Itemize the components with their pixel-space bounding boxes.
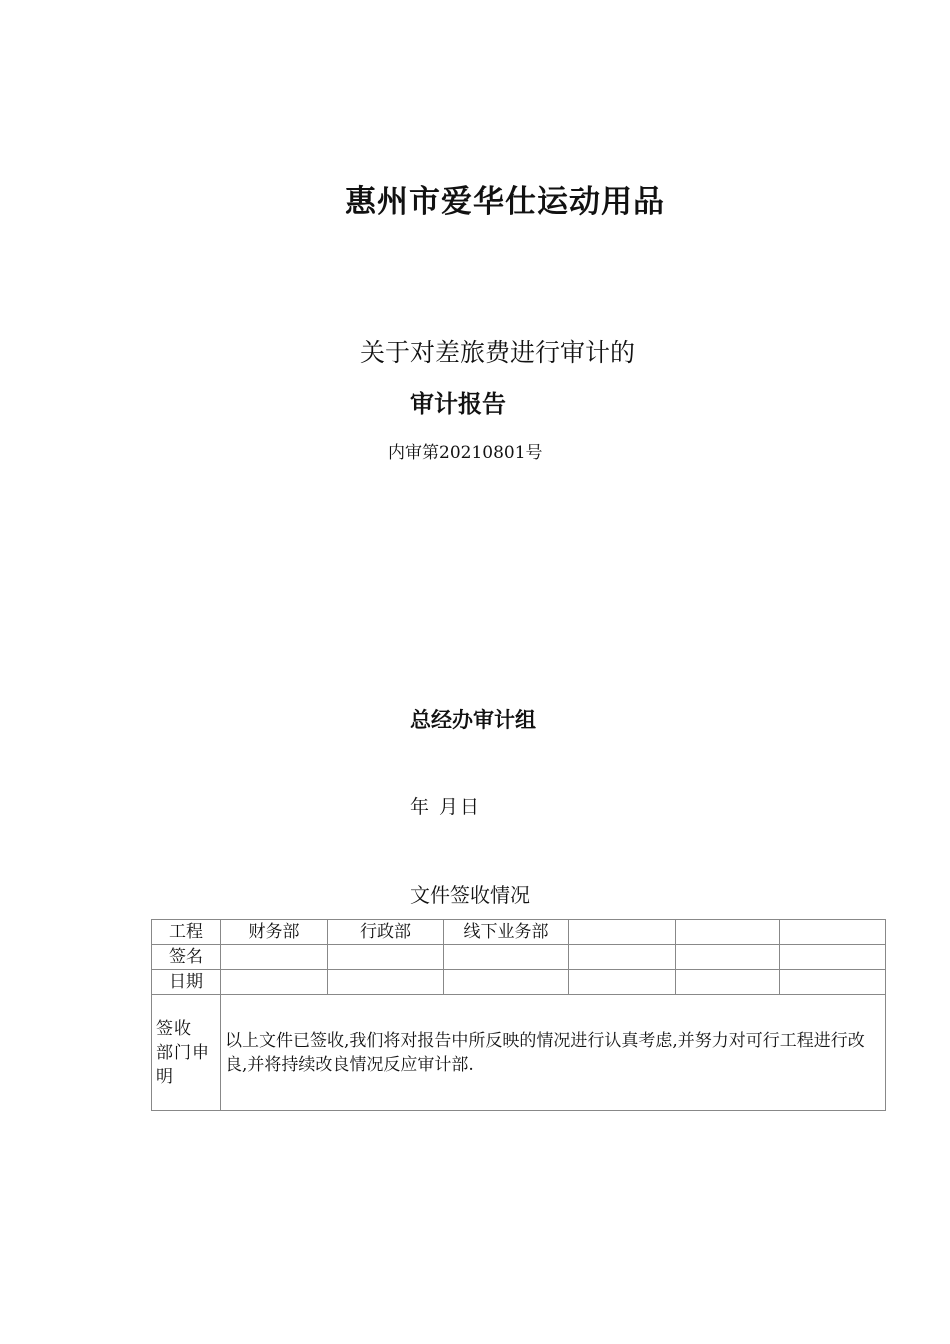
row-label-signature: 签名 [152, 945, 221, 970]
date-cell [328, 970, 444, 995]
document-number: 内审第20210801号 [388, 443, 543, 463]
statement-text: 以上文件已签收,我们将对报告中所反映的情况进行认真考虑,并努力对可行工程进行改良,并将持续改良情况反应审计部. [221, 995, 886, 1111]
table-row [152, 945, 886, 970]
row-label-date: 日期 [152, 970, 221, 995]
row-label-statement: 签收 部门申 明 [152, 995, 221, 1111]
signature-cell [569, 945, 676, 970]
date-cell [569, 970, 676, 995]
signature-cell [444, 945, 569, 970]
signature-cell [676, 945, 780, 970]
issuer: 总经办审计组 [410, 708, 536, 732]
report-title: 审计报告 [410, 390, 506, 418]
receipt-heading: 文件签收情况 [410, 883, 530, 907]
row-label-project: 工程 [152, 920, 221, 945]
dept-empty-3 [780, 920, 886, 945]
report-subject: 关于对差旅费进行审计的 [360, 338, 636, 367]
date-cell [780, 970, 886, 995]
dept-empty-1 [569, 920, 676, 945]
date-cell [676, 970, 780, 995]
company-title: 惠州市爱华仕运动用品 [345, 184, 665, 220]
signature-cell [221, 945, 328, 970]
table-row [152, 970, 886, 995]
signature-cell [780, 945, 886, 970]
signature-cell [328, 945, 444, 970]
table-row [152, 995, 886, 1111]
date-cell [221, 970, 328, 995]
dept-offline-business: 线下业务部 [444, 920, 569, 945]
date-line: 年 月日 [410, 796, 482, 818]
dept-admin: 行政部 [328, 920, 444, 945]
date-cell [444, 970, 569, 995]
table-row [152, 920, 886, 945]
dept-empty-2 [676, 920, 780, 945]
dept-finance: 财务部 [221, 920, 328, 945]
receipt-table [151, 919, 886, 1111]
